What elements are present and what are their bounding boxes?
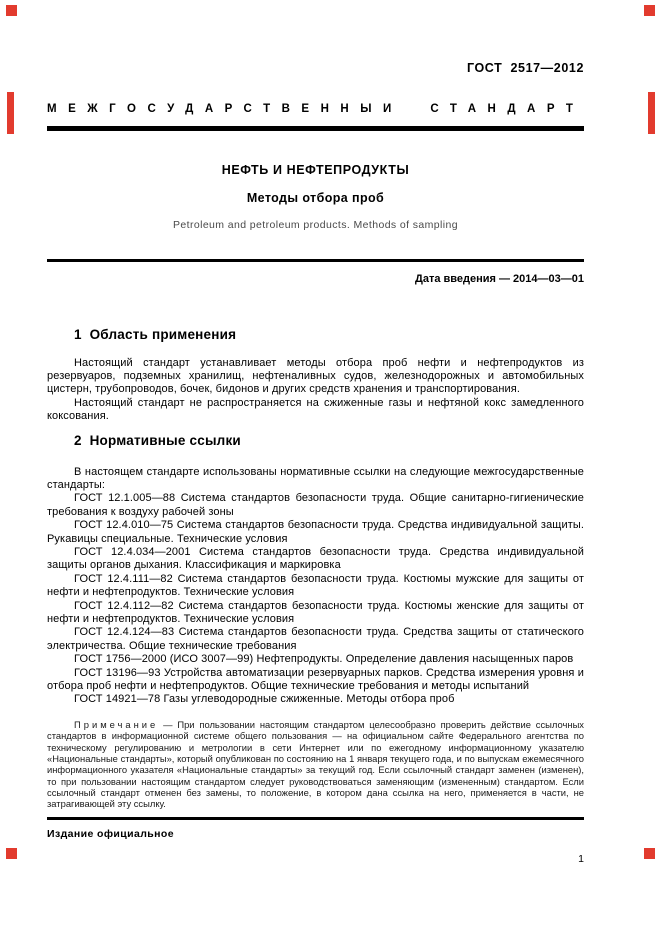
document-subtitle-ru: Методы отбора проб [246,191,385,205]
reference-entry: ГОСТ 12.1.005—88 Система стандартов безопасности труда. Общие санитарно-гигиенические требования к воздуху рабочей зоны [47,492,584,518]
header-rule [47,126,584,131]
red-registration-mark-left [7,92,14,134]
reference-entry: ГОСТ 12.4.124—83 Система стандартов безопасности труда. Средства защиты от статического электричества. Общие технические требования [47,626,584,652]
reference-entry: ГОСТ 14921—78 Газы углеводородные сжиженные. Методы отбора проб [74,693,455,706]
section-2-intro: В настоящем стандарте использованы нормативные ссылки на следующие межгосударственные стандарты: [47,465,584,491]
red-registration-mark-right [648,92,655,134]
footer-rule [47,817,584,820]
effective-date: Дата введения — 2014—03—01 [415,272,584,285]
edition-label: Издание официальное [47,828,174,840]
reference-entry: ГОСТ 1756—2000 (ИСО 3007—99) Нефтепродукты. Определение давления насыщенных паров [74,653,574,666]
section-1-paragraph: Настоящий стандарт не распространяется на сжиженные газы и нефтяной кокс замедленного коксования. [47,396,584,423]
red-registration-mark-bottom-right [644,848,655,859]
page-number: 1 [578,853,584,865]
note-label: Примечание [74,718,159,730]
red-registration-mark-bottom-left [6,848,17,859]
note-text: — При пользовании настоящим стандартом целесообразно проверить действие ссылочных стандартов в информационной системе общего пользования — на официальном сайте Федерального агентства по техническому регулированию и метрологии в сети Интернет или по ежегодному информационному указателю «Национальные стандарты», который опубликован по состоянию на 1 января текущего года, и по выпускам ежемесячного информационного указателя «Национальные стандарты» за текущий год. Если ссылочный стандарт заменен (изменен), то при пользовании настоящим стандартом следует руководствоваться заменяющим (измененным) стандартом. Если ссылочный стандарт отменен без замены, то положение, в котором дана ссылка на него, применяется в части, не затрагивающей эту ссылку. [47,718,584,810]
reference-entry: ГОСТ 12.4.034—2001 Система стандартов безопасности труда. Средства индивидуальной защиты органов дыхания. Классификация и маркировка [47,545,584,572]
reference-entry: ГОСТ 12.4.112—82 Система стандартов безопасности труда. Костюмы женские для защиты от нефти и нефтепродуктов. Технические условия [47,599,584,625]
reference-entry: ГОСТ 13196—93 Устройства автоматизации резервуарных парков. Средства измерения уровня и отбора проб нефти и нефтепродуктов. Общие технические требования и методы испытаний [47,666,584,693]
section-2-heading: 2 Нормативные ссылки [74,432,241,448]
reference-entry: ГОСТ 12.4.111—82 Система стандартов безопасности труда. Костюмы мужские для защиты от нефти и нефтепродуктов. Технические условия [47,572,584,599]
section-1-heading: 1 Область применения [74,326,237,342]
document-title-ru: НЕФТЬ И НЕФТЕПРОДУКТЫ [221,163,410,177]
page-content [47,0,584,810]
note-paragraph [47,719,584,810]
section-1-paragraph: Настоящий стандарт устанавливает методы отбора проб нефти и нефтепродуктов из резервуаров, подземных хранилищ, нефтеналивных судов, железнодорожных и автомобильных цистерн, трубопроводов, бочек, бидонов и других средств хранения и транспортирования. [47,356,584,396]
red-registration-mark-top-right [644,5,655,16]
red-registration-mark-top-left [6,5,17,16]
reference-entry: ГОСТ 12.4.010—75 Система стандартов безопасности труда. Средства индивидуальной защиты. Рукавицы специальные. Технические условия [47,519,584,545]
standard-type-label: МЕЖГОСУДАРСТВЕННЫЙ СТАНДАРТ [47,103,584,115]
document-title-en: Petroleum and petroleum products. Methods of sampling [172,219,458,231]
title-rule [47,259,584,262]
doc-number: ГОСТ 2517—2012 [466,61,584,75]
